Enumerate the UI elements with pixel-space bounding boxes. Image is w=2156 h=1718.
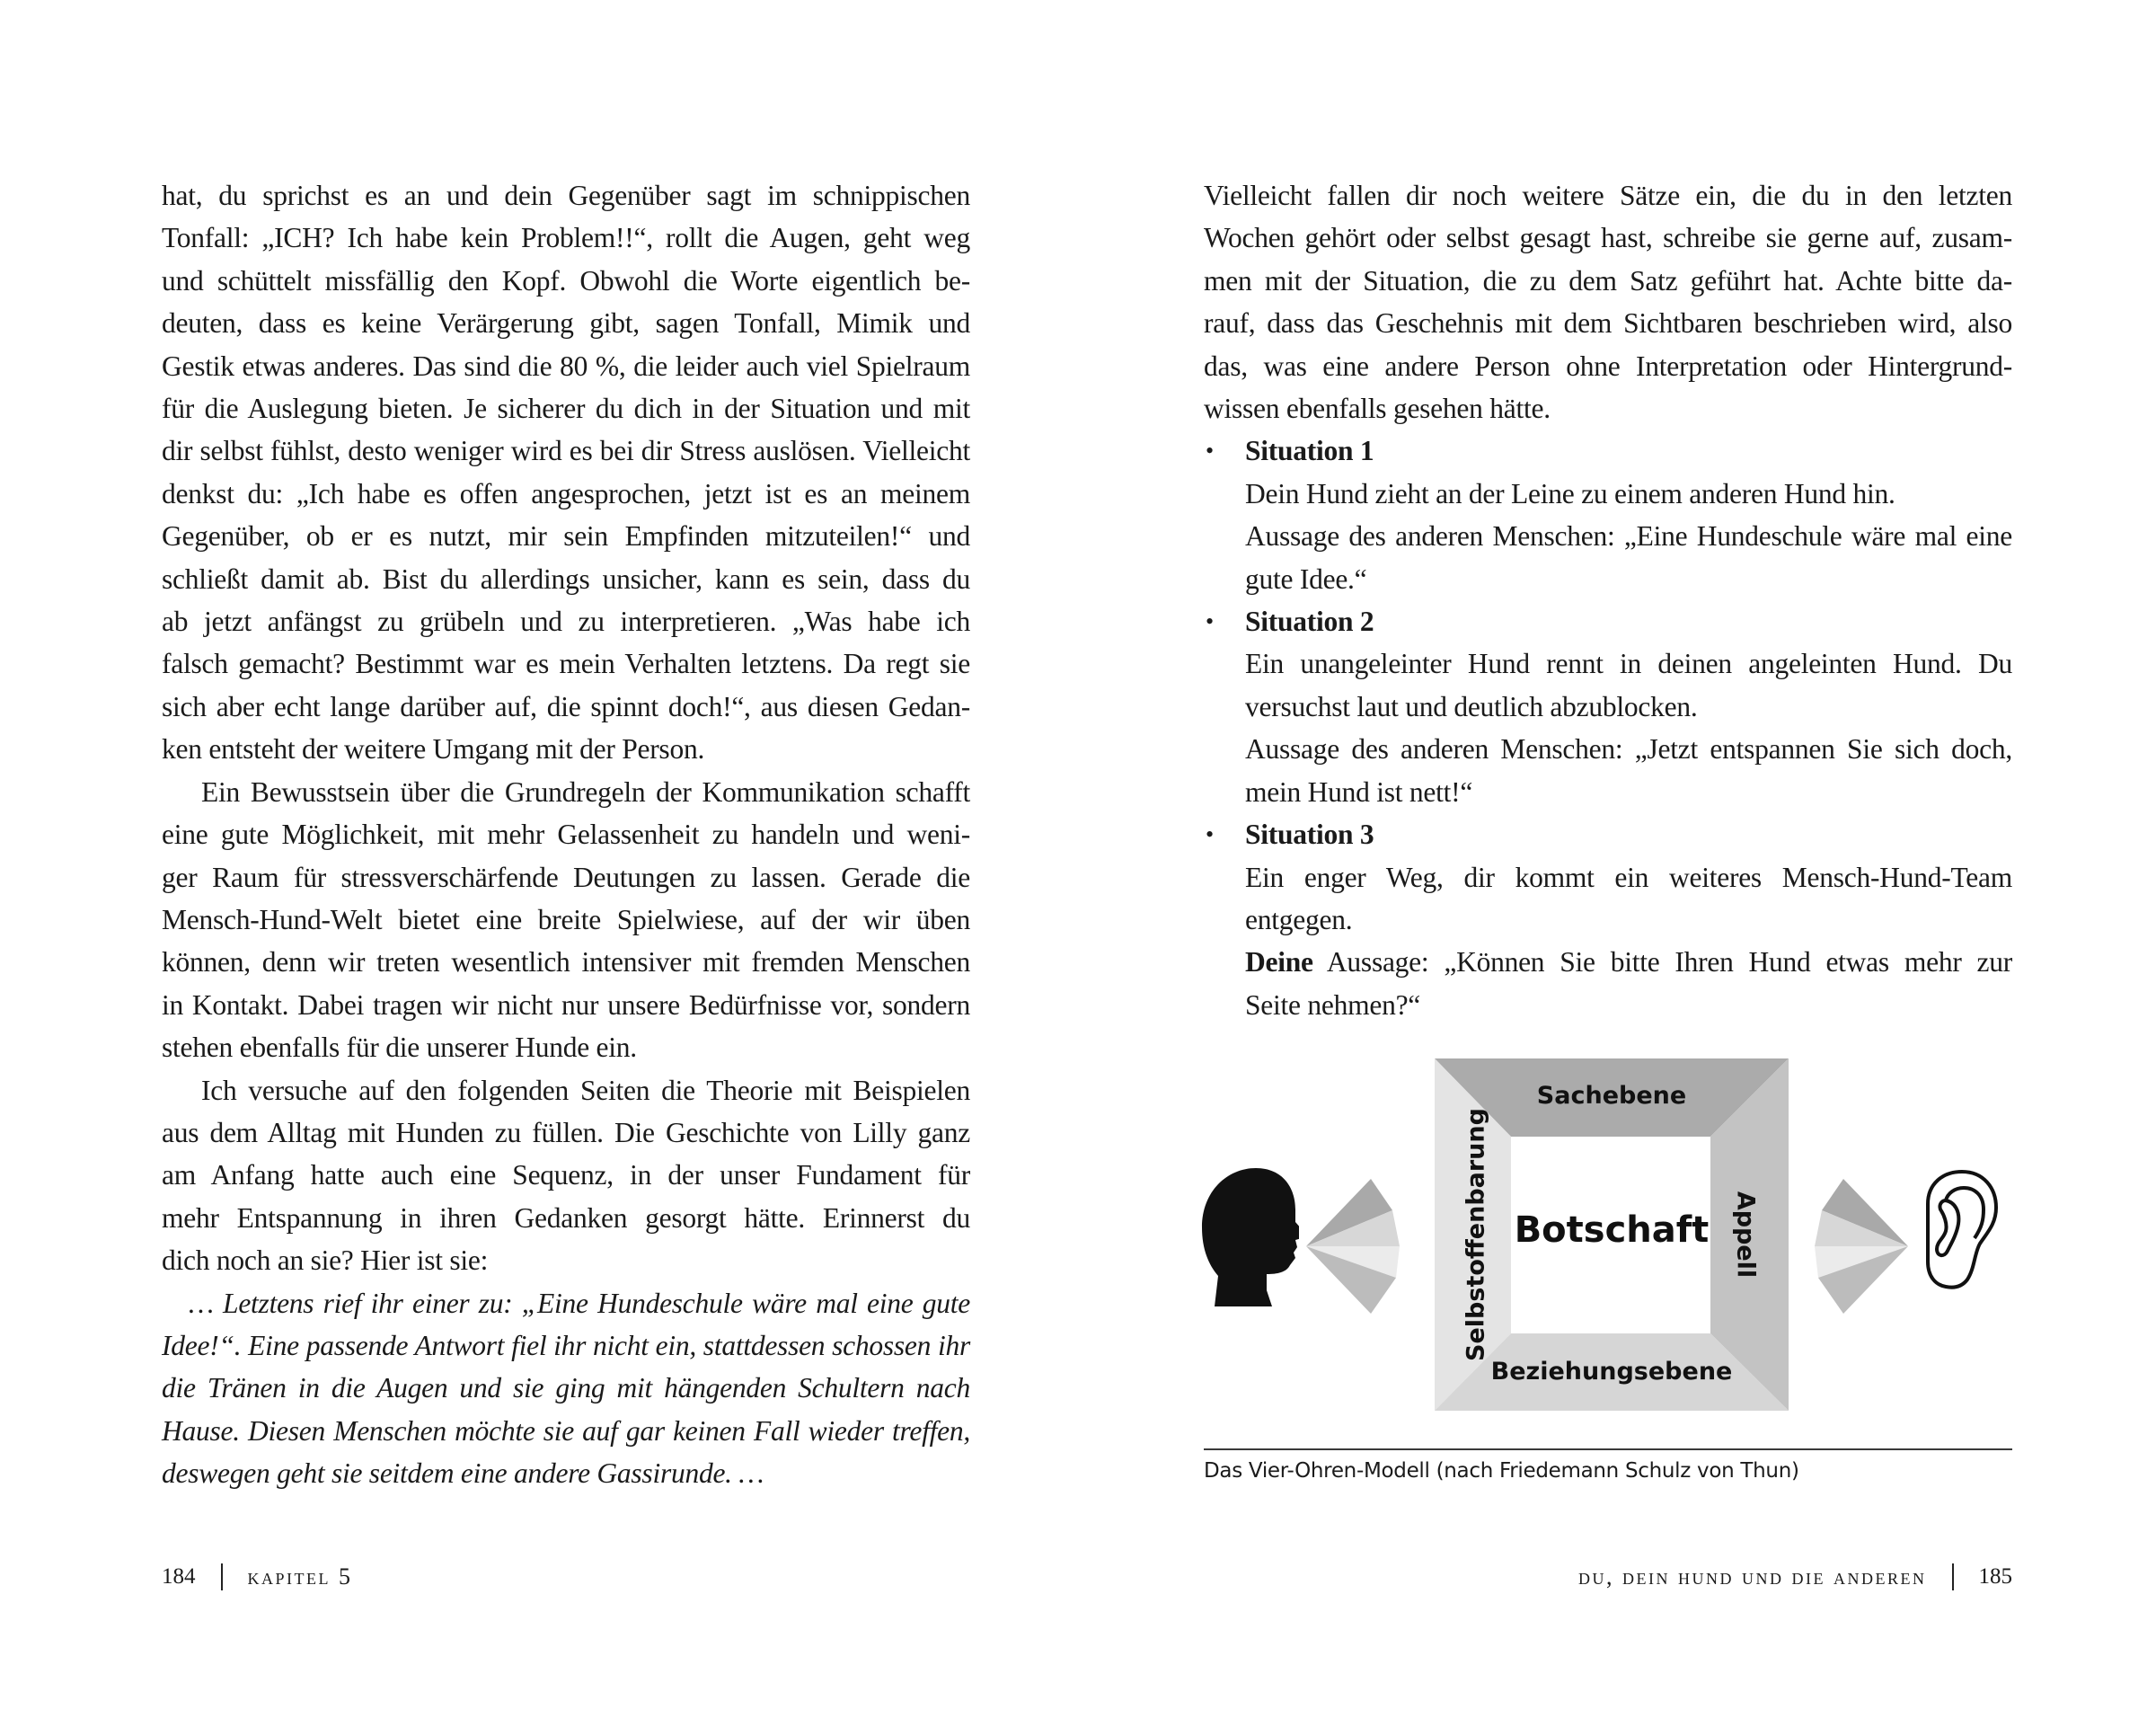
situation-title: Situation 2 [1245, 606, 1374, 638]
text-line: das, was eine andere Person ohne Interpretation oder Hintergrund- [1204, 350, 2012, 382]
text-line: mehr Entspannung in ihren Gedanken gesorgt hätte. Erinnerst du [162, 1201, 970, 1234]
text-line: Vielleicht fallen dir noch weitere Sätze ein, die du in den letzten [1204, 180, 2012, 211]
situation-statement: gute Idee.“ [1245, 562, 1367, 595]
botschaft-label: Botschaft [1514, 1209, 1710, 1251]
selbstoffenbarung-label: Selbstoffenbarung [1462, 1108, 1490, 1361]
left-page-footer [162, 1563, 353, 1590]
text-line: Ich versuche auf den folgenden Seiten die Theorie mit Beispielen [201, 1074, 970, 1106]
paragraph-3 [162, 1069, 970, 1282]
statement-prefix: Deine [1245, 946, 1313, 979]
text-line: Ein Bewusstsein über die Grundregeln der Kommunikation schafft [201, 775, 970, 808]
appell-label: Appell [1731, 1191, 1760, 1279]
text-line: dich noch an sie? Hier ist sie: [162, 1244, 489, 1277]
page-number: 184 [162, 1564, 196, 1589]
text-line: die Tränen in die Augen und sie ging mit hängenden Schultern nach [162, 1372, 970, 1404]
text-line: Idee!“. Eine passende Antwort fiel ihr nicht ein, stattdessen schossen ihr [162, 1329, 970, 1361]
statement-text: Aussage: „Können Sie bitte Ihren Hund etwas mehr zur [1312, 946, 2012, 979]
situation-title: Situation 3 [1245, 819, 1374, 851]
right-page [1078, 0, 2156, 1718]
text-line: können, denn wir treten wesentlich intensiver mit fremden Menschen [162, 946, 970, 979]
situation-statement [1245, 941, 2012, 983]
text-line: sich aber echt lange darüber auf, die spinnt doch!“, aus diesen Gedan- [162, 690, 970, 722]
text-line: eine gute Möglichkeit, mit mehr Gelassenheit zu handeln und weni- [162, 819, 970, 851]
four-ears-diagram [1200, 1058, 2027, 1418]
text-line: stehen ebenfalls für die unserer Hunde ein. [162, 1032, 637, 1064]
text-line: dir selbst fühlst, desto weniger wird es bei dir Stress auslösen. Vielleicht [162, 435, 970, 467]
situation-statement: Seite nehmen?“ [1245, 988, 1421, 1021]
ear-icon [1924, 1168, 2000, 1290]
footer-divider [221, 1563, 223, 1590]
text-line: falsch gemacht? Bestimmt war es mein Verhalten letztens. Da regt sie [162, 648, 970, 680]
text-line: in Kontakt. Dabei tragen wir nicht nur unsere Bedürfnisse vor, sondern [162, 988, 970, 1021]
text-line: ger Raum für stressverschärfende Deutungen zu lassen. Gerade die [162, 861, 970, 893]
sound-waves-icon [1306, 1179, 1405, 1314]
situation-description: Ein enger Weg, dir kommt ein weiteres Mensch-Hund-Team [1245, 861, 2012, 893]
left-text-column [162, 174, 970, 1495]
situation-item-1 [1204, 430, 2012, 600]
text-line: hat, du sprichst es an und dein Gegenüber sagt im schnippischen [162, 180, 970, 211]
situation-description: Ein unangeleinter Hund rennt in deinen angeleinten Hund. Du [1245, 648, 2012, 680]
situations-list [1204, 430, 2012, 1026]
text-line: Tonfall: „ICH? Ich habe kein Problem!!“, rollt die Augen, geht weg [162, 222, 970, 254]
text-line: ab jetzt anfängst zu grübeln und zu interpretieren. „Was habe ich [162, 606, 970, 638]
situation-description: versuchst laut und deutlich abzublocken. [1245, 690, 1698, 722]
situation-description: Dein Hund zieht an der Leine zu einem anderen Hund hin. [1245, 477, 1895, 509]
caption-divider [1204, 1448, 2012, 1450]
page-number: 185 [1978, 1564, 2012, 1589]
footer-divider [1952, 1563, 1954, 1590]
situation-title: Situation 1 [1245, 435, 1374, 467]
sachebene-label: Sachebene [1536, 1082, 1687, 1110]
text-line: Wochen gehört oder selbst gesagt hast, schreibe sie gerne auf, zusam- [1204, 222, 2012, 254]
message-frame [1435, 1058, 1789, 1411]
figure-caption: Das Vier-Ohren-Modell (nach Friedemann Schulz von Thun) [1204, 1459, 1799, 1483]
right-text-column [1204, 174, 2012, 1026]
situation-description: entgegen. [1245, 903, 1353, 935]
paragraph-1 [162, 174, 970, 771]
text-line: Gegenüber, ob er es nutzt, mir sein Empfinden mitzuteilen!“ und [162, 520, 970, 553]
text-line: Hause. Diesen Menschen möchte sie auf gar keinen Fall wieder treffen, [162, 1414, 970, 1447]
text-line: men mit der Situation, die zu dem Satz geführt hat. Achte bitte da- [1204, 264, 2012, 297]
bullet-icon: • [1206, 608, 1214, 635]
text-line: am Anfang hatte auch eine Sequenz, in der unser Fundament für [162, 1159, 970, 1191]
sound-waves-icon [1815, 1179, 1913, 1314]
beziehungsebene-label: Beziehungsebene [1490, 1358, 1733, 1386]
situation-statement: mein Hund ist nett!“ [1245, 775, 1473, 808]
situation-item-2 [1204, 600, 2012, 813]
right-page-footer [1578, 1563, 2012, 1590]
bullet-icon: • [1206, 438, 1214, 465]
text-line: aus dem Alltag mit Hunden zu füllen. Die Geschichte von Lilly ganz [162, 1116, 970, 1148]
quote-paragraph [162, 1282, 970, 1495]
text-line: rauf, dass das Geschehnis mit dem Sichtbaren beschrieben wird, also [1204, 307, 2012, 340]
situation-statement: Aussage des anderen Menschen: „Eine Hundeschule wäre mal eine [1245, 520, 2012, 553]
text-line: … Letztens rief ihr einer zu: „Eine Hundeschule wäre mal eine gute [189, 1287, 970, 1319]
text-line: Mensch-Hund-Welt bietet eine breite Spielwiese, auf der wir üben [162, 903, 970, 935]
running-head: du, dein hund und die anderen [1578, 1563, 1927, 1590]
text-line: ken entsteht der weitere Umgang mit der Person. [162, 733, 705, 766]
text-line: wissen ebenfalls gesehen hätte. [1204, 393, 1551, 425]
text-line: deuten, dass es keine Verärgerung gibt, sagen Tonfall, Mimik und [162, 307, 970, 340]
text-line: deswegen geht sie seitdem eine andere Gassirunde. … [162, 1457, 764, 1490]
running-head: kapitel 5 [247, 1563, 353, 1590]
text-line: schließt damit ab. Bist du allerdings unsicher, kann es sein, dass du [162, 562, 970, 595]
text-line: denkst du: „Ich habe es offen angesprochen, jetzt ist es an meinem [162, 477, 970, 509]
situation-statement: Aussage des anderen Menschen: „Jetzt entspannen Sie sich doch, [1245, 733, 2012, 766]
text-line: und schüttelt missfällig den Kopf. Obwohl die Worte eigentlich be- [162, 264, 970, 297]
speaking-head-icon [1200, 1165, 1299, 1308]
bullet-icon: • [1206, 821, 1214, 848]
intro-paragraph [1204, 174, 2012, 430]
paragraph-2 [162, 771, 970, 1069]
situation-item-3 [1204, 813, 2012, 1026]
text-line: Gestik etwas anderes. Das sind die 80 %, die leider auch viel Spielraum [162, 350, 970, 382]
text-line: für die Auslegung bieten. Je sicherer du dich in der Situation und mit [162, 393, 970, 425]
